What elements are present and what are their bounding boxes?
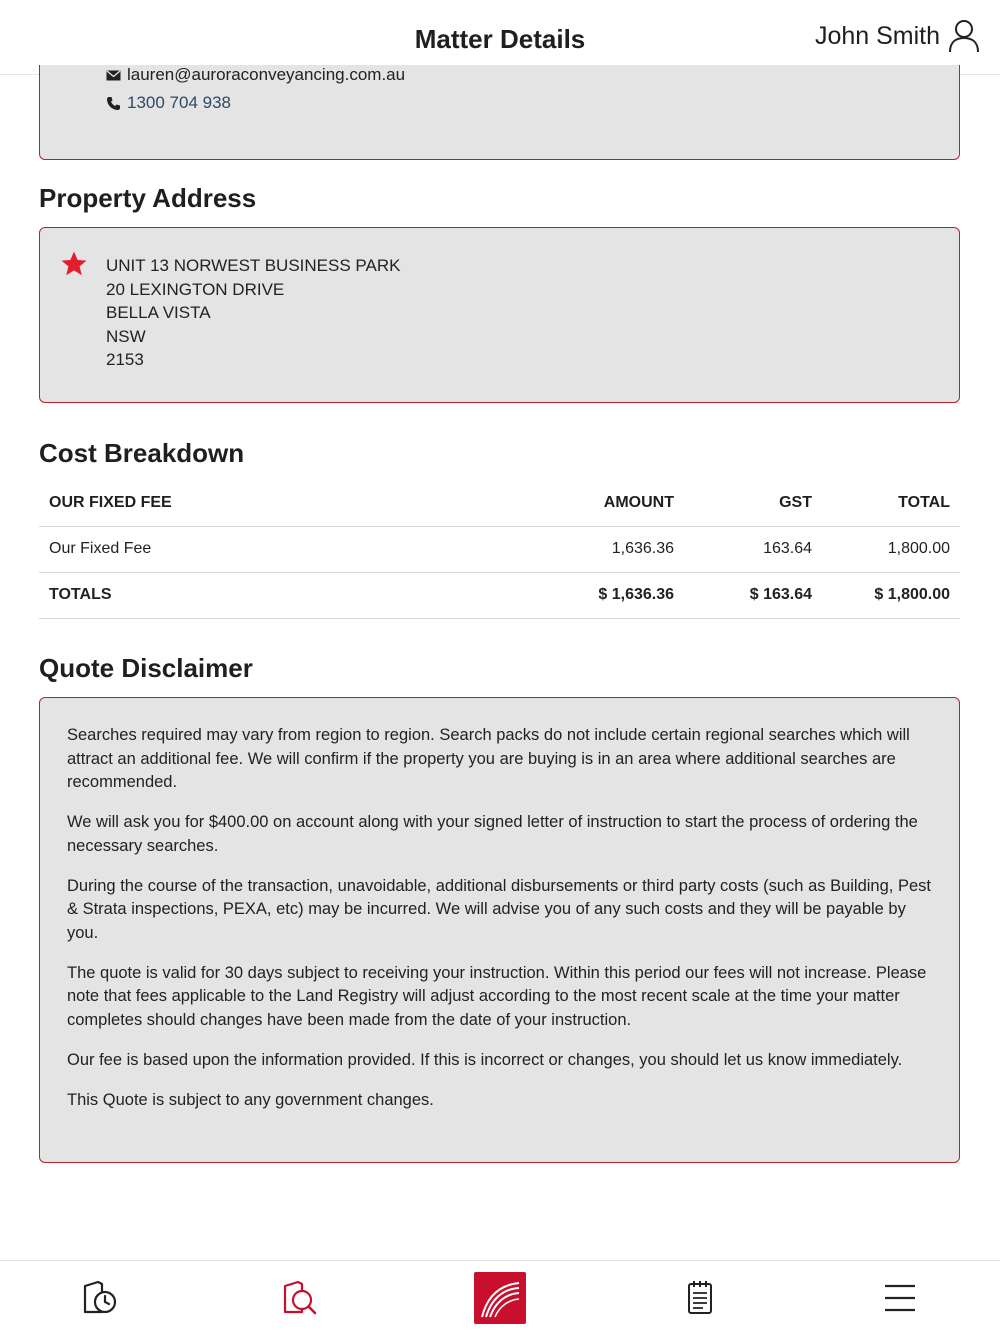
fee-gst: 163.64 — [684, 526, 822, 572]
phone-icon — [106, 96, 121, 111]
quote-disclaimer-card — [39, 697, 960, 1163]
disclaimer-paragraph: Searches required may vary from region to region. Search packs do not include certain regional searches which will attract an additional fee. We will confirm if the property you are buying is in an area where additional searches are recommended. — [67, 726, 910, 791]
address-line: NSW — [106, 326, 146, 346]
document-clock-icon — [80, 1278, 120, 1318]
disclaimer-paragraph: The quote is valid for 30 days subject to receiving your instruction. Within this period our fees will not increase. Please note that fees applicable to the Land Registry will adjust according to the most recent scale at the time your matter completes should changes have been made from the date of your instruction. — [67, 963, 927, 1029]
address-line: 2153 — [106, 350, 144, 369]
notepad-icon — [680, 1278, 720, 1318]
address-line: 20 LEXINGTON DRIVE — [106, 279, 285, 299]
fee-label: Our Fixed Fee — [39, 526, 519, 572]
contact-email-row — [106, 65, 405, 85]
column-header: TOTAL — [822, 480, 960, 526]
totals-amount: $ 1,636.36 — [519, 572, 684, 618]
nav-item-home[interactable] — [400, 1261, 600, 1334]
fee-amount: 1,636.36 — [519, 526, 684, 572]
bottom-nav — [0, 1260, 1000, 1334]
envelope-icon — [106, 68, 121, 83]
column-header: GST — [684, 480, 822, 526]
address-line: BELLA VISTA — [106, 303, 211, 322]
aurora-logo-icon — [474, 1272, 526, 1324]
address-lines — [106, 254, 400, 372]
disclaimer-paragraph: This Quote is subject to any government changes. — [67, 1090, 434, 1109]
table-row — [39, 526, 960, 572]
disclaimer-paragraph: During the course of the transaction, unavoidable, additional disbursements or third party costs (such as Building, Pest & Strata inspections, PEXA, etc) may be incurred. We will advise you of any such costs and they will be payable by you. — [67, 876, 931, 942]
nav-item-matters-history[interactable] — [0, 1261, 200, 1334]
property-address-heading: Property Address — [39, 183, 257, 213]
menu-icon — [880, 1278, 920, 1318]
totals-total: $ 1,800.00 — [822, 572, 960, 618]
user-menu-button[interactable] — [815, 18, 980, 54]
favorite-star-icon[interactable] — [60, 250, 88, 278]
contact-phone-link[interactable]: 1300 704 938 — [127, 93, 231, 112]
disclaimer-paragraph: Our fee is based upon the information provided. If this is incorrect or changes, you should let us know immediately. — [67, 1050, 903, 1069]
app-header — [0, 0, 1000, 75]
disclaimer-paragraph: We will ask you for $400.00 on account along with your signed letter of instruction to start the process of ordering the necessary searches. — [67, 813, 918, 855]
contact-phone-row — [106, 93, 231, 113]
page-title: Matter Details — [414, 24, 586, 54]
cost-breakdown-heading: Cost Breakdown — [39, 438, 245, 468]
user-icon — [948, 18, 980, 54]
table-header-row — [39, 480, 960, 526]
nav-item-menu[interactable] — [800, 1261, 1000, 1334]
contact-card — [39, 65, 960, 160]
property-address-card — [39, 227, 960, 403]
quote-disclaimer-heading: Quote Disclaimer — [39, 653, 253, 683]
totals-row — [39, 572, 960, 618]
totals-gst: $ 163.64 — [684, 572, 822, 618]
user-name: John Smith — [814, 21, 940, 50]
column-header: OUR FIXED FEE — [39, 480, 519, 526]
disclaimer-text — [67, 724, 939, 1129]
fee-total: 1,800.00 — [822, 526, 960, 572]
nav-item-notes[interactable] — [600, 1261, 800, 1334]
column-header: AMOUNT — [519, 480, 684, 526]
nav-item-matter-search[interactable] — [200, 1261, 400, 1334]
document-search-icon — [280, 1278, 320, 1318]
address-line: UNIT 13 NORWEST BUSINESS PARK — [106, 256, 401, 275]
contact-email[interactable]: lauren@auroraconveyancing.com.au — [127, 65, 406, 84]
cost-table — [39, 480, 960, 619]
totals-label: TOTALS — [39, 572, 519, 618]
